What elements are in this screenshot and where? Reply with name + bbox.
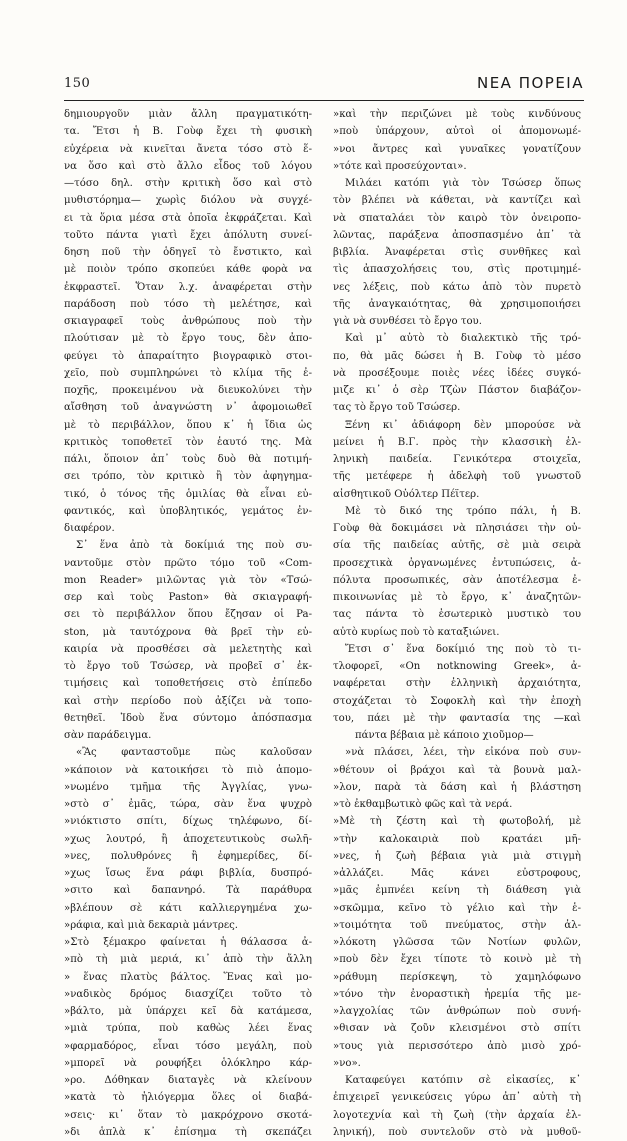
text-line: »ποὺ ὑπάρχουν, αὐτοὶ οἱ ἀπομονωμέ-: [333, 126, 581, 138]
text-line: πάντα βέβαια μὲ κάποιο χιοῦμορ—: [355, 730, 534, 741]
text-line: χεῖο, ποὺ συμπληρώνει τὸ κλίμα τῆς ἐ-: [64, 367, 312, 379]
text-line: μιζε κι᾽ ὁ σὲρ Τζὼν Πάστον διαβάζον-: [333, 385, 581, 396]
text-line: φεύγει τὸ ἀπαραίτητο βιογραφικὸ στοι-: [64, 350, 312, 362]
text-line: λῶντας, παράξενα ἀποσπασμένο ἀπ᾽ τὰ: [333, 229, 581, 241]
text-line: μὲ ποιὸν τρόπο σκοπεύει κάθε φορὰ να: [64, 264, 312, 276]
text-line: τας τὸ ἔργο τοῦ Τσώσερ.: [333, 402, 461, 414]
text-line: τῆς ἀναγκαιότητας, θὰ χρησιμοποιήσει: [333, 298, 581, 310]
text-line: σερ καὶ τοὺς Paston» θὰ σκιαγραφή-: [64, 592, 312, 603]
text-line: »Στὸ ξέμακρο φαίνεται ἡ θάλασσα ἀ-: [64, 937, 312, 948]
text-line: »βάλτο, μὰ ὑπάρχει κεῖ δὰ κατάμεσα,: [64, 1006, 312, 1017]
text-line: »χως λουτρό, ἢ ἀποχετευτικοὺς σωλῆ-: [64, 833, 312, 845]
text-line: Καταφεύγει κατόπιν σὲ εἰκασίες, κ᾽: [345, 1075, 581, 1086]
text-line: ει τὰ ὅρια μέσα στὰ ὁποῖα ἐκφράζεται. Καὶ: [64, 212, 312, 224]
text-line: προσεχτικὰ ὀργανωμένες ἐντυπώσεις, ἀ-: [333, 557, 581, 569]
text-line: εὐχέρεια νὰ κινεῖται ἄνετα τόσο στὸ ἕ-: [64, 143, 312, 155]
text-line: πο, θὰ μᾶς δώσει ἡ Β. Γοὺφ τὸ μέσο: [333, 350, 581, 362]
text-line: νὰ προσέξουμε ποιὲς νέες ἰδέες συγκό-: [333, 367, 581, 379]
text-line: »κάποιον νὰ κατοικήσει τὸ πιὸ ἀπομο-: [64, 764, 312, 776]
text-line: τῆς μετέφερε ἡ ἀδελφὴ τοῦ γνωστοῦ: [333, 471, 581, 483]
text-line: »νοι ἄντρες καὶ γυναῖκες γονατίζουν: [333, 143, 581, 155]
text-line: αὐτὸ κυρίως ποὺ τὸ καταξιώνει.: [333, 626, 500, 638]
text-line: »βλέπουν σὲ κάτι καλλιεργημένα χω-: [64, 902, 312, 914]
text-line: σὰν παράδειγμα.: [64, 730, 152, 741]
text-line: »νιόκτιστο σπίτι, δίχως τηλέφωνο, δί-: [64, 816, 312, 828]
text-line: »τόνο τὴν ἐνοραστικὴ ἠρεμία τῆς με-: [333, 988, 581, 1000]
text-line: ἐκφραστεῖ. Ὅταν λ.χ. ἀναφέρεται στὴν: [64, 281, 312, 293]
text-line: μείνει ἡ Β.Γ. πρὸς τὴν κλασσικὴ ἑλ-: [333, 436, 581, 448]
text-line: νὰ σπαταλάει τὸν καιρὸ τὸν ὀνειροπο-: [333, 212, 581, 224]
text-line: »νὰ πλάσει, λέει, τὴν εἰκόνα ποὺ συν-: [345, 747, 581, 759]
text-line: θετηθεῖ. Ἰδοὺ ἕνα σύντομο ἀπόσπασμα: [64, 712, 312, 724]
text-line: »νο».: [333, 1057, 361, 1069]
text-line: »νες, ἡ ζωὴ βέβαια γιὰ μιὰ στιγμὴ: [333, 850, 581, 862]
text-line: »φαρμαδόρος, εἶναι τόσο μεγάλη, ποὺ: [64, 1040, 312, 1052]
text-line: »λον, παρὰ τὰ δάση καὶ ἡ βλάστηση: [333, 781, 581, 793]
journal-title: ΝΕΑ ΠΟΡΕΙΑ: [476, 74, 584, 92]
text-line: Μιλάει κατόπι γιὰ τὸν Τσώσερ ὅπως: [345, 178, 581, 189]
text-line: »ποὺ δὲν ἔχει τίποτε τὸ κοινὸ μὲ τὴ: [333, 954, 581, 966]
text-line: »τους γιὰ περισσότερο ἀπὸ μισὸ χρό-: [333, 1040, 581, 1052]
text-line: »τὴν καλοκαιριὰ ποὺ κρατάει μῆ-: [333, 833, 581, 845]
text-line: νες λέξεις, ποὺ κάτω ἀπὸ τὸν πυρετὸ: [333, 281, 581, 293]
text-line: αἴσθηση τοῦ ἀναγνώστη ν᾽ ἀφομοιωθεῖ: [64, 402, 312, 414]
text-line: »κατὰ τὸ ἡλιόγερμα ὅλες οἱ διαβά-: [64, 1092, 312, 1104]
text-line: Σ᾽ ἕνα ἀπὸ τὰ δοκίμιά της ποὺ συ-: [76, 540, 312, 552]
text-line: βιβλία. Ἀναφέρεται στὶς συνθῆκες καὶ: [333, 247, 581, 258]
text-line: μὲ τὸ περιβάλλον, ὅπου κ᾽ ἡ ἴδια ὡς: [64, 419, 312, 431]
text-line: mon Reader» μιλῶντας γιὰ τὸν «Τσώ-: [64, 574, 312, 586]
text-line: δημιουργοῦν μιὰν ἄλλη πραγματικότη-: [64, 109, 312, 120]
text-line: »πὸ τὴ μιὰ μεριά, κι᾽ ἀπὸ τὴν ἄλλη: [64, 954, 312, 966]
text-line: δηση ποῦ τὴν ὁδηγεῖ τὸ ἔνστικτο, καὶ: [64, 247, 312, 258]
text-line: πόλυτα προσωπικές, σὰν ἀποτέλεσμα ἐ-: [333, 574, 581, 586]
text-line: Καὶ μ᾽ αὐτὸ τὸ διαλεκτικὸ τῆς τρό-: [345, 333, 581, 345]
text-line: »τοιμότητα τοῦ πνεύματος, στὴν ἀλ-: [333, 919, 581, 931]
text-line: »θέτουν οἱ βράχοι καὶ τὰ βουνὰ μαλ-: [333, 764, 581, 776]
text-line: »τότε καὶ προσεύχονται».: [333, 160, 467, 172]
text-line: τιμήσεις καὶ τοποθετήσεις στὸ ἐπίπεδο: [64, 678, 312, 690]
text-line: »ναδικὸς δρόμος διασχίζει τοῦτο τὸ: [64, 988, 312, 1000]
page-number: 150: [64, 76, 91, 91]
text-line: »ράφια, καὶ μιὰ δεκαριὰ μάντρες.: [64, 919, 239, 931]
text-line: τοῦτο πάντα γιατὶ ἔχει ἀπόλυτη συνεί-: [64, 229, 312, 241]
text-line: Γοὺφ θὰ δοκιμάσει νὰ πλησιάσει τὴν οὐ-: [333, 523, 581, 534]
text-line: ληνικὴ παιδεία. Γενικότερα στοιχεῖα,: [333, 454, 581, 465]
text-line: τικό, ὁ τόνος τῆς ὁμιλίας θὰ εἶναι εὐ-: [64, 488, 312, 500]
text-line: «Ἂς φανταστοῦμε πὼς καλοῦσαν: [76, 747, 312, 759]
text-line: σκιαγραφεῖ τοὺς ἀνθρώπους ποὺ τὴν: [64, 316, 312, 327]
text-line: »τὸ ἐκθαμβωτικὸ φῶς καὶ τὰ νερά.: [333, 799, 513, 810]
left-text-column: [64, 106, 312, 1141]
text-line: ston, μὰ ταυτόχρονα θὰ βρεῖ τὴν εὐ-: [64, 626, 312, 638]
text-line: »θισαν νὰ ζοῦν κλεισμένοι στὸ σπίτι: [333, 1023, 581, 1035]
text-line: τὸ ἔργο τοῦ Τσώσερ, νὰ προβεῖ σ᾽ ἐκ-: [64, 661, 312, 672]
text-line: »μπορεῖ νὰ ρουφήξει ὁλόκληρο κάρ-: [64, 1057, 312, 1069]
text-line: »νες, πολυθρόνες ἢ ἐφημερίδες, δί-: [64, 850, 312, 862]
text-line: τὶς ἀπασχολήσεις του, στὶς προτιμημέ-: [333, 264, 581, 276]
text-line: φαντικός, καὶ ὑποβλητικός, γεμάτος ἐν-: [64, 505, 312, 517]
text-line: σία τῆς παιδείας αὐτῆς, σὲ μιὰ σειρὰ: [333, 540, 581, 552]
text-line: γιὰ νὰ συνθέσει τὸ ἔργο του.: [333, 316, 482, 327]
text-line: Ἔτσι σ᾽ ἕνα δοκίμιό της ποὺ τὸ τι-: [345, 643, 581, 655]
text-line: σει τὸ περιβάλλον ὅπου ἔζησαν οἱ Pa-: [64, 609, 312, 621]
text-line: κριτικὸς τοποθετεῖ τὸν ἑαυτό της. Μὰ: [64, 436, 312, 448]
text-line: »σκῶμμα, κεῖνο τὸ γέλιο καὶ τὴν ἑ-: [333, 902, 581, 914]
text-line: τας πάντα τὸ ἐσωτερικὸ μυστικὸ του: [333, 609, 581, 621]
text-line: τλοφορεῖ, «On notknowing Greek», ἀ-: [333, 661, 581, 672]
header-rule: [64, 100, 584, 101]
text-line: »μᾶς ἐμπνέει κείνη τὴ διάθεση γιὰ: [333, 885, 581, 897]
text-line: »καὶ τὴν περιζώνει μὲ τοὺς κινδύνους: [333, 109, 581, 120]
text-line: ἐπιχειρεῖ γενικεύσεις γύρω ἀπ᾽ αὐτὴ τὴ: [333, 1092, 581, 1104]
text-line: πλούτισαν μὲ τὸ ἔργο τους, δὲν ἀπο-: [64, 333, 312, 345]
text-line: τα. Ἔτσι ἡ Β. Γοὺφ ἔχει τὴ φυσικὴ: [64, 126, 312, 138]
text-line: λογοτεχνία καὶ τὴ ζωὴ (τὴν ἀρχαία ἑλ-: [333, 1109, 581, 1121]
text-line: »μιὰ τρύπα, ποὺ καθὼς λέει ἕνας: [64, 1023, 312, 1035]
text-line: διαφέρον.: [64, 523, 115, 534]
text-line: αἰσθητικοῦ Οὐόλτερ Πέϊτερ.: [333, 488, 480, 500]
text-line: »νωμένο τμῆμα τῆς Ἀγγλίας, γνω-: [64, 781, 312, 793]
right-text-column: [333, 106, 581, 1141]
text-line: »Μὲ τὴ ζέστη καὶ τὴ φωτοβολή, μὲ: [333, 816, 581, 828]
text-line: »λόκοτη γλῶσσα τῶν Νοτίων φυλῶν,: [333, 937, 581, 948]
text-line: »ράθυμη περίσκεψη, τὸ χαμηλόφωνο: [333, 971, 581, 983]
text-line: Ξένη κι᾽ ἀδιάφορη δὲν μπορούσε νὰ: [345, 419, 581, 431]
text-line: ληνική), ποὺ συντελοῦν στὸ νὰ μυθοῦ-: [333, 1126, 581, 1138]
text-line: »στὸ σ᾽ ἐμᾶς, τώρα, σὰν ἕνα ψυχρὸ: [64, 799, 312, 810]
text-line: » ἕνας πλατὺς βάλτος. Ἕνας καὶ μο-: [64, 971, 312, 983]
text-line: σει τρόπο, τὸν κριτικὸ ἢ τὸν ἀφηγημα-: [64, 471, 312, 483]
text-line: »ρο. Δόθηκαν διαταγὲς νὰ κλείνουν: [64, 1075, 312, 1086]
text-line: Μὲ τὸ δικό της τρόπο πάλι, ἡ Β.: [345, 505, 581, 517]
text-line: να ὅσο καὶ στὸ ἄλλο εἶδος τοῦ λόγου: [64, 160, 312, 172]
text-line: καιρία νὰ προσθέσει σὰ μελετητὴς καὶ: [64, 643, 312, 655]
text-line: ναντοῦμε στὸν πρῶτο τόμο τοῦ «Com-: [64, 557, 312, 569]
text-line: καὶ στὴν περίοδο ποὺ ἀξίζει νὰ τοπο-: [64, 695, 312, 707]
text-line: »σεις· κι᾽ ὅταν τὸ μακρόχρονο σκοτά-: [64, 1109, 312, 1121]
text-line: πικοινωνίας μὲ τὸ ἔργο, κ᾽ ἀναζητῶν-: [333, 592, 581, 603]
text-line: του, πάει μὲ τὴν φαντασία της —καὶ: [333, 712, 581, 724]
text-line: ποχῆς, προκειμένου νὰ διευκολύνει τὴν: [64, 385, 312, 396]
text-line: τὸν βλέπει νὰ κάθεται, νὰ καντίζει καὶ: [333, 195, 581, 207]
text-line: παράδοση ποὺ τόσο τὴ μελέτησε, καὶ: [64, 298, 312, 310]
text-line: »δι ἁπλὰ κ᾽ ἐπίσημα τὴ σκεπάζει: [64, 1126, 312, 1138]
text-line: ναφέρεται στὴν ἑλληνικὴ ἀρχαιότητα,: [333, 678, 581, 690]
text-line: πάλι, ὅποιον ἀπ᾽ τοὺς δυὸ θὰ ποτιμή-: [64, 454, 312, 465]
text-line: »σιτο καὶ δαπανηρό. Τὰ παράθυρα: [64, 885, 312, 897]
text-line: »λαγχολίας τῶν ἀνθρώπων ποὺ συνή-: [333, 1006, 581, 1017]
text-line: »χως ἴσως ἕνα ράφι βιβλία, δυσπρό-: [64, 868, 312, 879]
page-header: [64, 74, 584, 98]
text-line: στοχάζεται τὸ Σοφοκλὴ καὶ τὴν ἐποχὴ: [333, 695, 581, 707]
text-line: —τόσο δηλ. στὴν κριτικὴ ὅσο καὶ στὸ: [64, 178, 312, 189]
text-line: »ἀλλάζει. Μᾶς κάνει εὐστροφους,: [333, 868, 581, 879]
text-line: μυθιστόρημα— χωρὶς διόλου νὰ συγχέ-: [64, 195, 312, 207]
